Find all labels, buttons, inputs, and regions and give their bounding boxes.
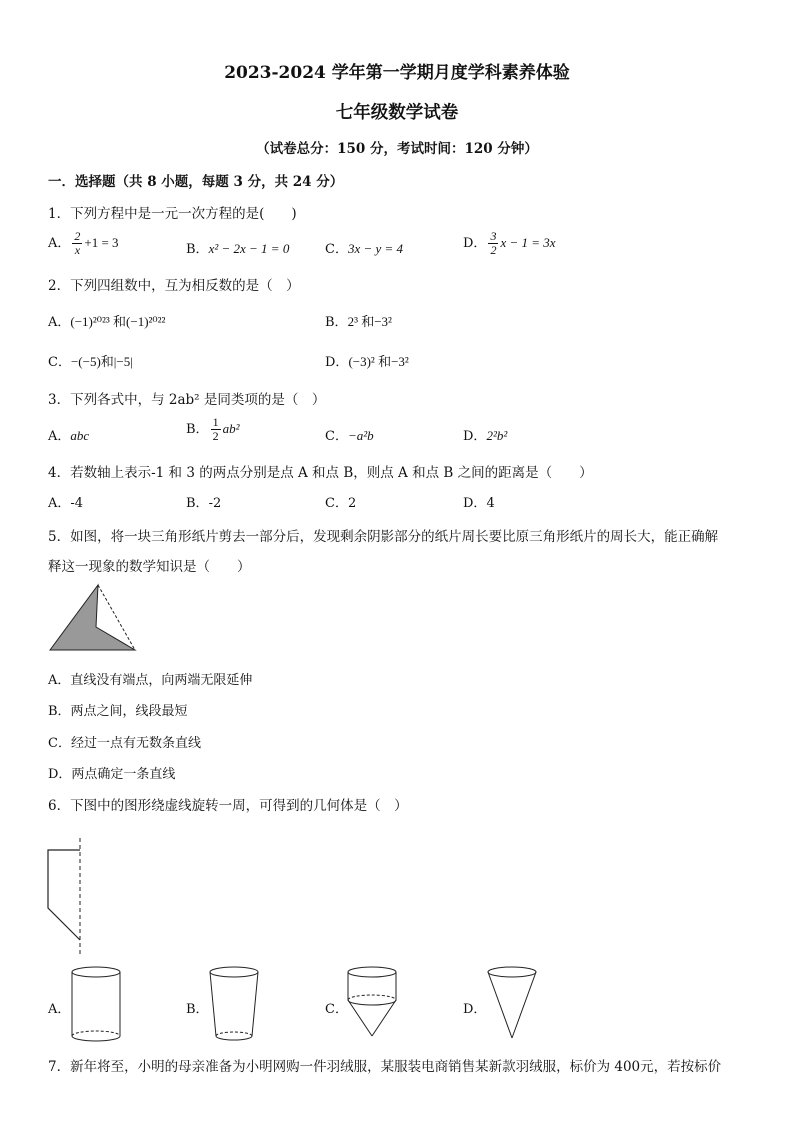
q2-option-c: C．−(−5)和|−5| — [48, 354, 133, 370]
q6-option-a-cylinder — [68, 964, 124, 1044]
q6-option-d-label: D． — [463, 1002, 487, 1017]
q5-option-a: A．直线没有端点，向两端无限延伸 — [48, 673, 253, 688]
q1-d-fraction: $\frac{3}{2}$ — [490, 229, 497, 257]
exam-subtitle: 七年级数学试卷 — [335, 103, 459, 123]
q5-stem-line1: 5．如图，将一块三角形纸片剪去一部分后，发现剩余阴影部分的纸片周长要比原三角形纸片的周长大，能正确解 — [48, 529, 719, 545]
q2-option-d: D．(−3)² 和−3² — [325, 354, 409, 370]
exam-title: 2023-2024 学年第一学期月度学科素养体验 — [224, 63, 570, 83]
exam-info: （试卷总分：150 分，考试时间：120 分钟） — [256, 141, 538, 157]
q4-option-b: B．-2 — [186, 496, 222, 511]
q3-option-b: B． $\frac{1}{2}$ ab² — [186, 415, 240, 443]
q3-option-a: A．abc — [48, 428, 90, 444]
q6-source-figure — [46, 838, 86, 958]
q3-stem: 3．下列各式中，与 2ab² 是同类项的是（ ） — [48, 392, 326, 408]
q6-option-d-cone — [484, 964, 540, 1044]
q2-option-a: A．(−1)²⁰²³ 和(−1)²⁰²² — [48, 314, 166, 330]
q7-stem: 7．新年将至，小明的母亲准备为小明网购一件羽绒服，某服装电商销售某新款羽绒服，标价为 400元，若按标价 — [48, 1059, 722, 1075]
q5-shaded-shape — [50, 585, 135, 650]
q6-option-b-frustum — [206, 964, 262, 1044]
q3-b-fraction: $\frac{1}{2}$ — [212, 415, 219, 443]
q6-stem: 6．下图中的图形绕虚线旋转一周，可得到的几何体是（ ） — [48, 798, 408, 814]
q4-stem: 4．若数轴上表示-1 和 3 的两点分别是点 A 和点 B，则点 A 和点 B 之间的距离是（ ） — [48, 465, 593, 481]
q3-option-d: D．2²b² — [463, 428, 508, 444]
q1-option-a: A． $\frac{2}{x}$ +1 = 3 — [48, 229, 119, 257]
q1-stem: 1．下列方程中是一元一次方程的是( ) — [48, 206, 297, 222]
q1-option-c: C．3x − y = 4 — [325, 241, 404, 257]
q1-option-b: B．x² − 2x − 1 = 0 — [186, 241, 290, 257]
q6-option-c-cylinder-cone — [344, 964, 400, 1044]
q2-option-b: B．2³ 和−3² — [325, 314, 392, 330]
section-heading: 一．选择题（共 8 小题，每题 3 分，共 24 分） — [48, 174, 344, 190]
q5-stem-line2: 释这一现象的数学知识是（ ） — [48, 559, 251, 575]
q6-outline — [48, 850, 80, 940]
q4-option-a: A．-4 — [48, 496, 84, 511]
q1-a-fraction: $\frac{2}{x}$ — [74, 229, 81, 257]
q5-option-c: C．经过一点有无数条直线 — [48, 736, 201, 751]
q5-option-b: B．两点之间，线段最短 — [48, 704, 188, 719]
q3-option-c: C．−a²b — [325, 428, 374, 444]
q2-stem: 2．下列四组数中，互为相反数的是（ ） — [48, 278, 300, 294]
q5-triangle-figure — [48, 583, 138, 653]
q1-option-d: D． $\frac{3}{2}$ x − 1 = 3x — [463, 229, 556, 257]
q5-option-d: D．两点确定一条直线 — [48, 767, 176, 782]
q4-option-d: D．4 — [463, 496, 495, 511]
q6-option-b-label: B． — [186, 1002, 209, 1017]
q6-option-a-label: A． — [48, 1002, 71, 1017]
q6-option-c-label: C． — [325, 1002, 348, 1017]
q4-option-c: C．2 — [325, 496, 357, 511]
